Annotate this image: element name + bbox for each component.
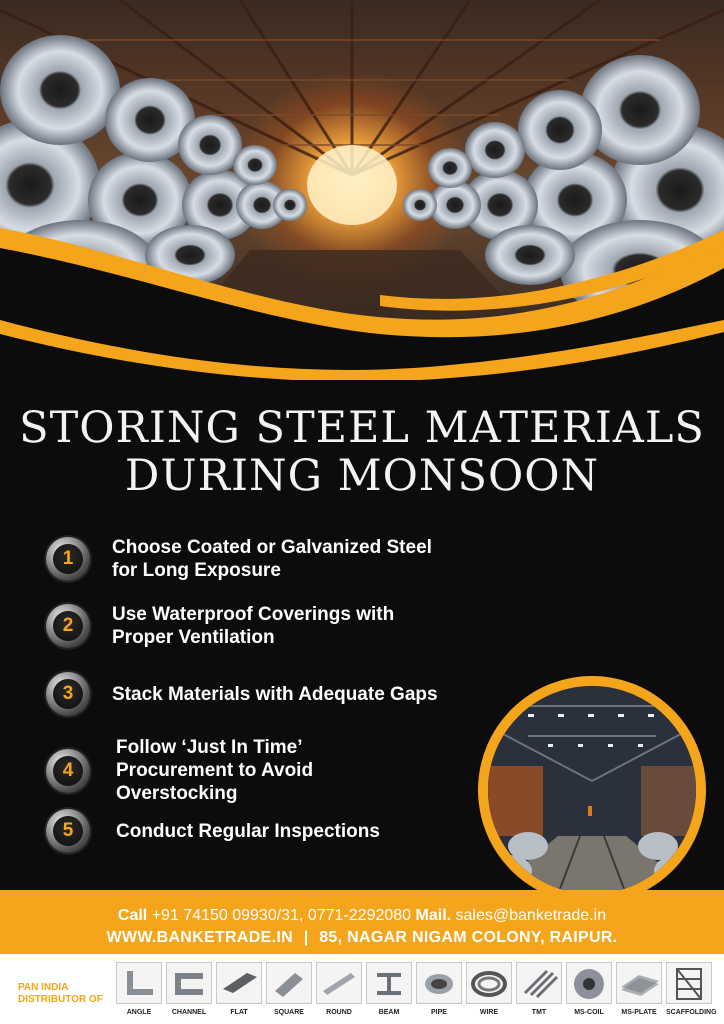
product-flat [216, 962, 262, 1017]
number-label: 2 [53, 611, 83, 641]
distributor-line-2: DISTRIBUTOR OF [18, 994, 103, 1005]
number-badge [46, 604, 90, 648]
product-label: MS-PLATE [621, 1009, 657, 1016]
number-badge [46, 537, 90, 581]
gold-wave-divider [0, 310, 724, 380]
email-address[interactable]: sales@banketrade.in [455, 907, 607, 924]
product-label: TMT [531, 1009, 547, 1016]
tip-item-5 [46, 809, 476, 853]
square-icon [266, 962, 312, 1004]
beam-icon [366, 962, 412, 1004]
product-label: SQUARE [274, 1009, 304, 1016]
number-label: 3 [53, 679, 83, 709]
contact-line-1 [0, 906, 724, 926]
tip-text: Use Waterproof Coverings with Proper Ventilation [112, 604, 395, 648]
distributor-label [18, 982, 108, 1006]
number-badge [46, 749, 90, 793]
contact-bar [0, 890, 724, 954]
scaffolding-icon [666, 962, 712, 1004]
number-label: 5 [53, 816, 83, 846]
pipe-icon [416, 962, 462, 1004]
product-label: CHANNEL [171, 1009, 207, 1016]
product-square [266, 962, 312, 1017]
product-pipe [416, 962, 462, 1017]
tip-item-2 [46, 603, 422, 649]
product-label: SCAFFOLDING [666, 1009, 717, 1016]
call-label: Call [117, 907, 148, 924]
poster-title [0, 404, 724, 500]
tip-text: Stack Materials with Adequate Gaps [112, 683, 438, 705]
warehouse-hero-image [0, 0, 724, 360]
factory-illustration [488, 686, 696, 894]
mail-label: Mail. [415, 907, 452, 924]
angle-icon [116, 962, 162, 1004]
tip-item-3 [46, 672, 482, 716]
product-label: ROUND [326, 1009, 352, 1016]
number-badge [46, 672, 90, 716]
product-round [316, 962, 362, 1017]
number-badge [46, 809, 90, 853]
tip-item-4 [46, 736, 376, 805]
warehouse-illustration [0, 0, 724, 360]
address: 85, NAGAR NIGAM COLONY, RAIPUR. [319, 929, 618, 946]
product-angle [116, 962, 162, 1017]
product-ms-plate [616, 962, 662, 1017]
channel-icon [166, 962, 212, 1004]
ms-coil-icon [566, 962, 612, 1004]
product-channel [166, 962, 212, 1017]
contact-line-2 [0, 928, 724, 948]
wire-icon [466, 962, 512, 1004]
website-link[interactable]: WWW.BANKETRADE.IN [106, 929, 293, 946]
product-label: BEAM [378, 1009, 400, 1016]
separator: | [303, 929, 309, 946]
product-label: MS-COIL [574, 1009, 604, 1016]
product-label: FLAT [230, 1009, 248, 1016]
factory-photo-circle [478, 676, 706, 904]
tip-text: Choose Coated or Galvanized Steel for Long Exposure [112, 537, 432, 581]
round-icon [316, 962, 362, 1004]
product-label: WIRE [479, 1009, 499, 1016]
tip-text: Follow ‘Just In Time’ Procurement to Avoid Overstocking [116, 737, 314, 804]
product-scaffolding [666, 962, 717, 1017]
product-ms-coil [566, 962, 612, 1017]
title-line-2: DURING MONSOON [124, 451, 600, 501]
number-label: 4 [53, 756, 83, 786]
ms-plate-icon [616, 962, 662, 1004]
product-label: ANGLE [126, 1009, 152, 1016]
number-label: 1 [53, 544, 83, 574]
product-label: PIPE [431, 1009, 447, 1016]
tip-text: Conduct Regular Inspections [116, 820, 380, 842]
distributor-line-1: PAN INDIA [18, 982, 69, 993]
factory-photo [488, 686, 696, 894]
product-wire [466, 962, 512, 1017]
tmt-icon [516, 962, 562, 1004]
tip-item-1 [46, 536, 452, 582]
flat-icon [216, 962, 262, 1004]
product-tmt [516, 962, 562, 1017]
phone-number[interactable]: +91 74150 09930/31, 0771-2292080 [151, 907, 412, 924]
title-line-1: STORING STEEL MATERIALS [19, 403, 705, 453]
product-beam [366, 962, 412, 1017]
